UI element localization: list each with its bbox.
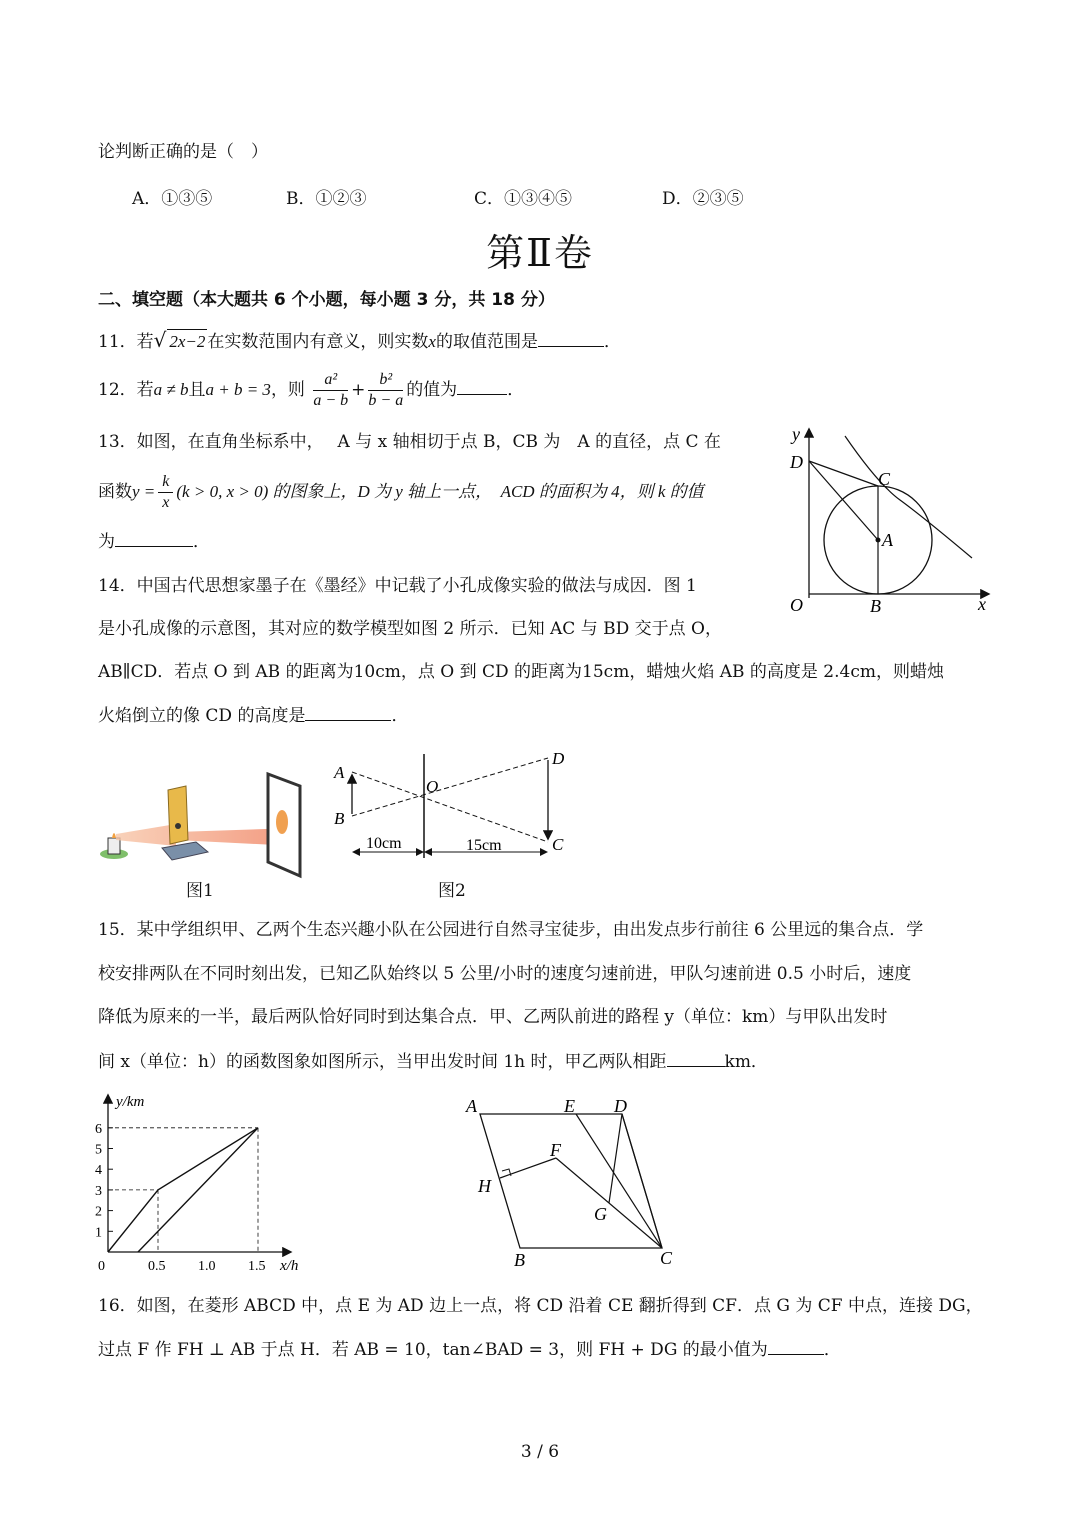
fig2-label-o: O bbox=[426, 777, 439, 796]
segment-dg bbox=[609, 1114, 622, 1203]
label-o: O bbox=[790, 595, 803, 615]
fig2-label-c: C bbox=[552, 835, 564, 854]
fig1-caption: 图1 bbox=[186, 881, 214, 901]
rhombus-abcd bbox=[480, 1114, 662, 1248]
q16-line-2 bbox=[98, 1338, 841, 1362]
y-tick-label: 2 bbox=[95, 1204, 102, 1220]
q16-text-b: 过点 F 作 FH ⊥ AB 于点 H．若 AB = 10，tan∠BAD = 3，则 FH + DG 的最小值为 bbox=[98, 1340, 768, 1360]
q16-label-h: H bbox=[478, 1176, 491, 1196]
label-d: D bbox=[790, 452, 803, 472]
q15-chart bbox=[90, 1090, 320, 1280]
q14-line-2: 是小孔成像的示意图，其对应的数学模型如图 2 所示．已知 AC 与 BD 交于点 O， bbox=[98, 619, 722, 639]
fig2-label-d: D bbox=[552, 749, 565, 768]
q14-line-1: 14．中国古代思想家墨子在《墨经》中记载了小孔成像实验的做法与成因．图 1 bbox=[98, 576, 697, 596]
fig2-dim1-text: 10cm bbox=[366, 835, 402, 852]
q13-line-2 bbox=[98, 470, 704, 514]
q12-cond: a ≠ b bbox=[153, 380, 189, 399]
q13-line-1: 13．如图，在直角坐标系中， A 与 x 轴相切于点 B，CB 为 A 的直径，点 C 在 bbox=[98, 432, 721, 452]
q13-figure bbox=[780, 418, 1000, 618]
segment-dc bbox=[622, 1114, 662, 1248]
hyperbola-curve bbox=[845, 436, 972, 558]
q11-text2: 的取值范围是 bbox=[435, 332, 538, 352]
option-a: A．①③⑤ bbox=[132, 189, 213, 209]
q15-line-2: 校安排两队在不同时刻出发，已知乙队始终以 5 公里/小时的速度匀速前进，甲队匀速前进 0.5 小时后，速度 bbox=[98, 964, 912, 984]
q15-unit: km． bbox=[724, 1052, 768, 1072]
part-title: 第Ⅱ卷 bbox=[486, 231, 594, 275]
q14-figure-1 bbox=[96, 770, 306, 880]
q16-figure bbox=[464, 1092, 694, 1272]
q12-answer-blank[interactable] bbox=[457, 378, 507, 395]
q14-figure-2 bbox=[330, 746, 580, 866]
y-tick-label: 3 bbox=[95, 1183, 102, 1199]
label-y: y bbox=[792, 424, 800, 444]
segment-da bbox=[809, 461, 878, 540]
question-12 bbox=[98, 368, 524, 412]
q12-fraction-1: $\frac{\text{a²}}{a - b}$ bbox=[313, 371, 349, 409]
label-a: A bbox=[882, 530, 893, 550]
x-tick-label: 1.0 bbox=[198, 1259, 216, 1274]
option-b: B．①②③ bbox=[286, 189, 367, 209]
q15-line-3: 降低为原来的一半，最后两队恰好同时到达集合点．甲、乙两队前进的路程 y（单位：km）与甲队出发时 bbox=[98, 1007, 888, 1027]
q11-text: 在实数范围内有意义，则实数 bbox=[207, 332, 429, 352]
fig2-caption: 图2 bbox=[438, 881, 466, 901]
q11-num: 11．若 bbox=[98, 332, 154, 352]
label-b: B bbox=[870, 596, 881, 616]
candle bbox=[108, 838, 120, 854]
option-d: D．②③⑤ bbox=[662, 189, 744, 209]
q16-label-d: D bbox=[614, 1096, 627, 1116]
q11-radicand: 2x−2 bbox=[167, 329, 207, 354]
chart-ylabel: y/km bbox=[116, 1094, 145, 1110]
center-point bbox=[876, 538, 881, 543]
option-c: C．①③④⑤ bbox=[474, 189, 573, 209]
q16-label-a: A bbox=[466, 1096, 477, 1116]
fig2-dim2-text: 15cm bbox=[466, 837, 502, 854]
series-line-2 bbox=[138, 1128, 258, 1252]
q15-line-4 bbox=[98, 1050, 768, 1074]
y-tick-label: 1 bbox=[95, 1225, 102, 1241]
fig2-label-a: A bbox=[334, 763, 345, 782]
q11-answer-blank[interactable] bbox=[538, 330, 604, 347]
q15-text-d: 间 x（单位：h）的函数图象如图所示，当甲出发时间 1h 时，甲乙两队相距 bbox=[98, 1052, 667, 1072]
q11-end: ． bbox=[603, 332, 621, 352]
q12-plus: + bbox=[351, 380, 366, 400]
q14-text-d: 火焰倒立的像 CD 的高度是 bbox=[98, 706, 306, 726]
y-tick-label: 5 bbox=[95, 1142, 102, 1158]
q16-label-f: F bbox=[550, 1140, 561, 1160]
chart-xlabel: x/h bbox=[280, 1258, 299, 1274]
pinhole-board bbox=[168, 786, 188, 844]
q12-end: ． bbox=[507, 380, 525, 400]
page-number: 3 / 6 bbox=[520, 1442, 560, 1462]
label-c: C bbox=[878, 469, 891, 489]
q12-text3: 的值为 bbox=[406, 380, 458, 400]
q14-line-3: AB∥CD．若点 O 到 AB 的距离为10cm，点 O 到 CD 的距离为15cm，蜡烛火焰 AB 的高度是 2.4cm，则蜡烛 bbox=[98, 662, 944, 682]
q11-var: x bbox=[428, 332, 436, 351]
q16-label-c: C bbox=[660, 1248, 673, 1268]
q13-line-3 bbox=[98, 530, 210, 554]
q12-cond2: a + b = 3 bbox=[205, 380, 271, 399]
pinhole bbox=[175, 823, 181, 829]
q13-text-a: 函数 bbox=[98, 482, 132, 502]
sqrt-sign: √ bbox=[153, 328, 167, 352]
q16-answer-blank[interactable] bbox=[768, 1338, 824, 1355]
q13-y: y = bbox=[132, 482, 156, 501]
q16-label-b: B bbox=[514, 1250, 525, 1270]
segment-fh bbox=[500, 1158, 556, 1178]
q15-answer-blank[interactable] bbox=[667, 1050, 725, 1067]
x-tick-label: 0.5 bbox=[148, 1259, 166, 1274]
q13-fraction: $\frac{k}{x}$ bbox=[158, 472, 173, 513]
q13-answer-blank[interactable] bbox=[115, 530, 193, 547]
q14-answer-blank[interactable] bbox=[305, 704, 391, 721]
q10-tail: 论判断正确的是（ ） bbox=[98, 142, 268, 162]
flame bbox=[112, 833, 116, 838]
q13-text-b: (k > 0, x > 0) 的图象上，D 为 y 轴上一点， ACD 的面积为 4，则 k 的值 bbox=[176, 482, 704, 501]
question-11 bbox=[98, 328, 621, 354]
q13-end: ． bbox=[193, 532, 210, 552]
q16-label-g: G bbox=[594, 1204, 607, 1224]
q12-text2: ，则 bbox=[270, 380, 305, 400]
q14-line-4 bbox=[98, 704, 408, 728]
section-heading: 二、填空题（本大题共 6 个小题，每小题 3 分，共 18 分） bbox=[98, 290, 555, 310]
y-tick-label: 6 bbox=[95, 1121, 102, 1137]
q13-text-c: 为 bbox=[98, 532, 115, 552]
q16-end: ． bbox=[823, 1340, 841, 1360]
ray-ac bbox=[352, 772, 548, 842]
label-x: x bbox=[978, 594, 986, 614]
q15-line-1: 15．某中学组织甲、乙两个生态兴趣小队在公园进行自然寻宝徒步，由出发点步行前往 6 公里远的集合点．学 bbox=[98, 920, 924, 940]
x-tick-label: 1.5 bbox=[248, 1259, 266, 1274]
q16-line-1: 16．如图，在菱形 ABCD 中，点 E 为 AD 边上一点，将 CD 沿着 CE 翻折得到 CF．点 G 为 CF 中点，连接 DG， bbox=[98, 1296, 983, 1316]
q12-text: 且 bbox=[188, 380, 206, 400]
q14-end: ． bbox=[391, 706, 409, 726]
x-tick-label: 0 bbox=[98, 1259, 105, 1274]
fig2-label-b: B bbox=[334, 809, 345, 828]
y-tick-label: 4 bbox=[95, 1163, 102, 1179]
q12-num: 12．若 bbox=[98, 380, 154, 400]
q12-fraction-2: $\frac{\text{b²}}{b - a}$ bbox=[368, 371, 404, 409]
q16-label-e: E bbox=[564, 1096, 575, 1116]
projected-image bbox=[276, 810, 288, 834]
